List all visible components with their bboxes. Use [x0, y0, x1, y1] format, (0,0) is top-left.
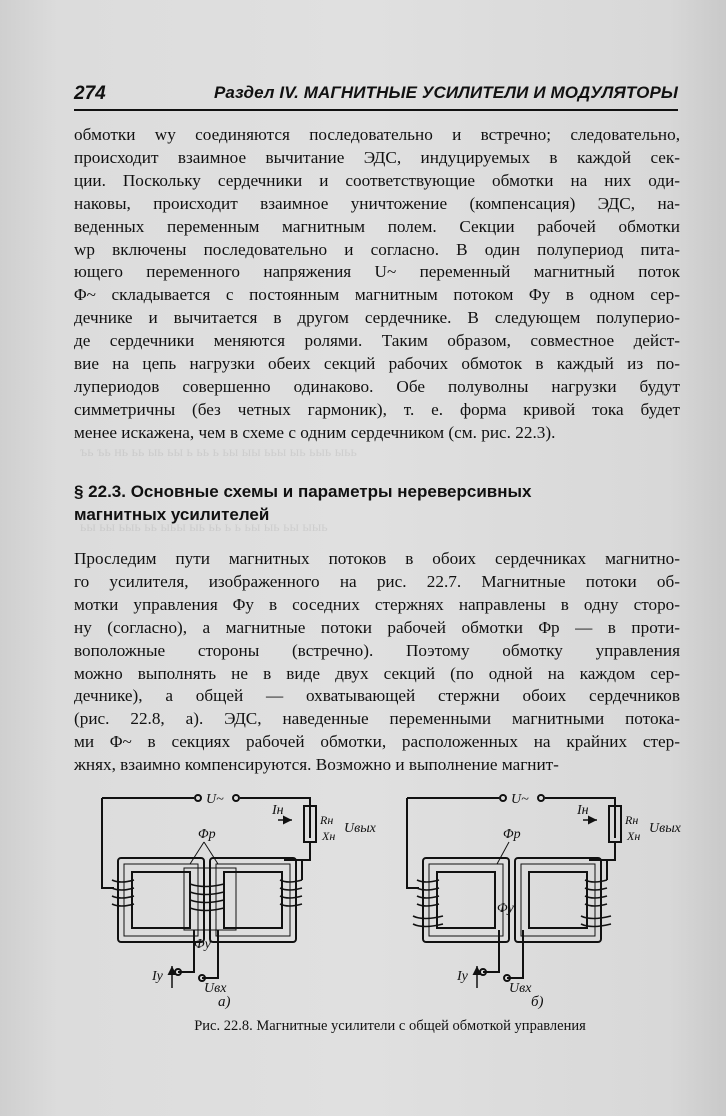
text-line: наковы, происходит взаимное уничтожение (компенсация) ЭДС, на-	[74, 193, 680, 213]
text-line: де сердечники меняются ролями. Таким образом, совместное дейст-	[74, 331, 680, 351]
paragraph-2	[74, 548, 680, 777]
text-line: вие на цепь нагрузки обеих секций рабочих обмоток в каждый из по-	[74, 354, 680, 374]
text-line: жнях, взаимно компенсируются. Возможно и выполнение магнит-	[74, 755, 559, 775]
label-r-load-a: Rн	[320, 813, 334, 827]
label-phi-p-a: Φр	[198, 827, 216, 842]
bleed-through-text: ьы ьы ьыь ьь ыьы ыь ьь ь ь ьы ыь ьы ыыь	[80, 520, 328, 535]
text-line: воположные стороны (встречно). Поэтому обмотку управления	[74, 640, 680, 660]
text-line: (рис. 22.8, а). ЭДС, наведенные переменными магнитными потока-	[74, 709, 680, 729]
text-line: Φ~ складывается с постоянным магнитным потоком Φу в одном сер-	[74, 285, 680, 305]
text-line: лупериодов совершенно одинаково. Обе полуволны нагрузки будут	[74, 376, 680, 396]
label-u-in-a: Uвх	[204, 981, 227, 996]
section-heading-line-2: магнитных усилителей	[74, 505, 270, 524]
paragraph-1	[74, 124, 680, 445]
label-x-load-b: Xн	[627, 829, 641, 843]
text-line: мотки управления Φу в соседних стержнях направлены в одну сторо-	[74, 594, 680, 614]
diagram-a-labels	[151, 792, 377, 1010]
text-line: обмотки wу соединяются последовательно и встречно; следовательно,	[74, 125, 680, 144]
page-number: 274	[74, 83, 106, 104]
label-phi-y-a: Φу	[194, 937, 211, 952]
text-line: ми Φ~ в секциях рабочей обмотки, расположенных на крайних стер-	[74, 732, 680, 752]
text-line: ну (согласно), а магнитные потоки рабочей обмотки Φр — в проти-	[74, 617, 680, 637]
label-u-ac-a: U~	[206, 792, 224, 807]
sublabel-a: а)	[218, 994, 231, 1010]
text-line: симметричны (без четных гармоник), т. е. форма кривой тока будет	[74, 399, 680, 419]
text-line: веденных переменным магнитным полем. Секции рабочей обмотки	[74, 216, 680, 236]
running-header	[74, 83, 678, 111]
diagram-a	[102, 795, 316, 988]
label-i-ctrl-b: Iу	[457, 969, 468, 984]
text-line: дечнике), а общей — охватывающей стержни обоих сердечников	[74, 686, 680, 706]
text-line: можно выполнять не в виде двух секций (по одной на каждом сер-	[74, 663, 680, 683]
label-u-ac-b: U~	[511, 792, 529, 807]
diagram-b-labels	[456, 792, 682, 1010]
figure-22-8	[94, 780, 694, 1030]
figure-caption: Рис. 22.8. Магнитные усилители с общей обмоткой управления	[194, 1018, 586, 1034]
label-phi-p-b: Φр	[503, 827, 521, 842]
label-u-in-b: Uвх	[509, 981, 532, 996]
text-line: го усилителя, изображенного на рис. 22.7. Магнитные потоки об-	[74, 571, 680, 591]
sublabel-b: б)	[531, 994, 544, 1010]
label-x-load-a: Xн	[322, 829, 336, 843]
text-line: менее искажена, чем в схеме с одним сердечником (см. рис. 22.3).	[74, 422, 556, 442]
text-line: дечнике и вычитается в другом сердечнике. В следующем полуперио-	[74, 308, 680, 328]
text-line: ции. Поскольку сердечники и соответствующие обмотки на них оди-	[74, 170, 680, 190]
section-heading-line-1: § 22.3. Основные схемы и параметры нереверсивных	[74, 482, 532, 501]
label-i-load-b: Iн	[577, 803, 589, 818]
label-i-load-a: Iн	[272, 803, 284, 818]
label-u-out-b: Uвых	[649, 821, 681, 836]
text-line: ющего переменного напряжения U~ переменный магнитный поток	[74, 262, 680, 282]
label-phi-y-b: Φу	[497, 901, 514, 916]
label-i-ctrl-a: Iу	[152, 969, 163, 984]
diagram-b	[407, 795, 621, 988]
bleed-through-text: ъь ъь нь ьь ыь ьы ь ьь ь ьы ыы ььы ыь ьыь ыьь	[80, 445, 357, 460]
label-u-out-a: Uвых	[344, 821, 376, 836]
chapter-title: Раздел IV. МАГНИТНЫЕ УСИЛИТЕЛИ И МОДУЛЯТОРЫ	[213, 83, 678, 102]
text-line: происходит взаимное вычитание ЭДС, индуцируемых в каждой сек-	[74, 147, 680, 167]
section-heading	[74, 480, 674, 526]
text-line: wр включены последовательно и согласно. В один полупериод пита-	[74, 239, 680, 259]
label-r-load-b: Rн	[625, 813, 639, 827]
text-line: Проследим пути магнитных потоков в обоих сердечниках магнитно-	[74, 549, 680, 568]
